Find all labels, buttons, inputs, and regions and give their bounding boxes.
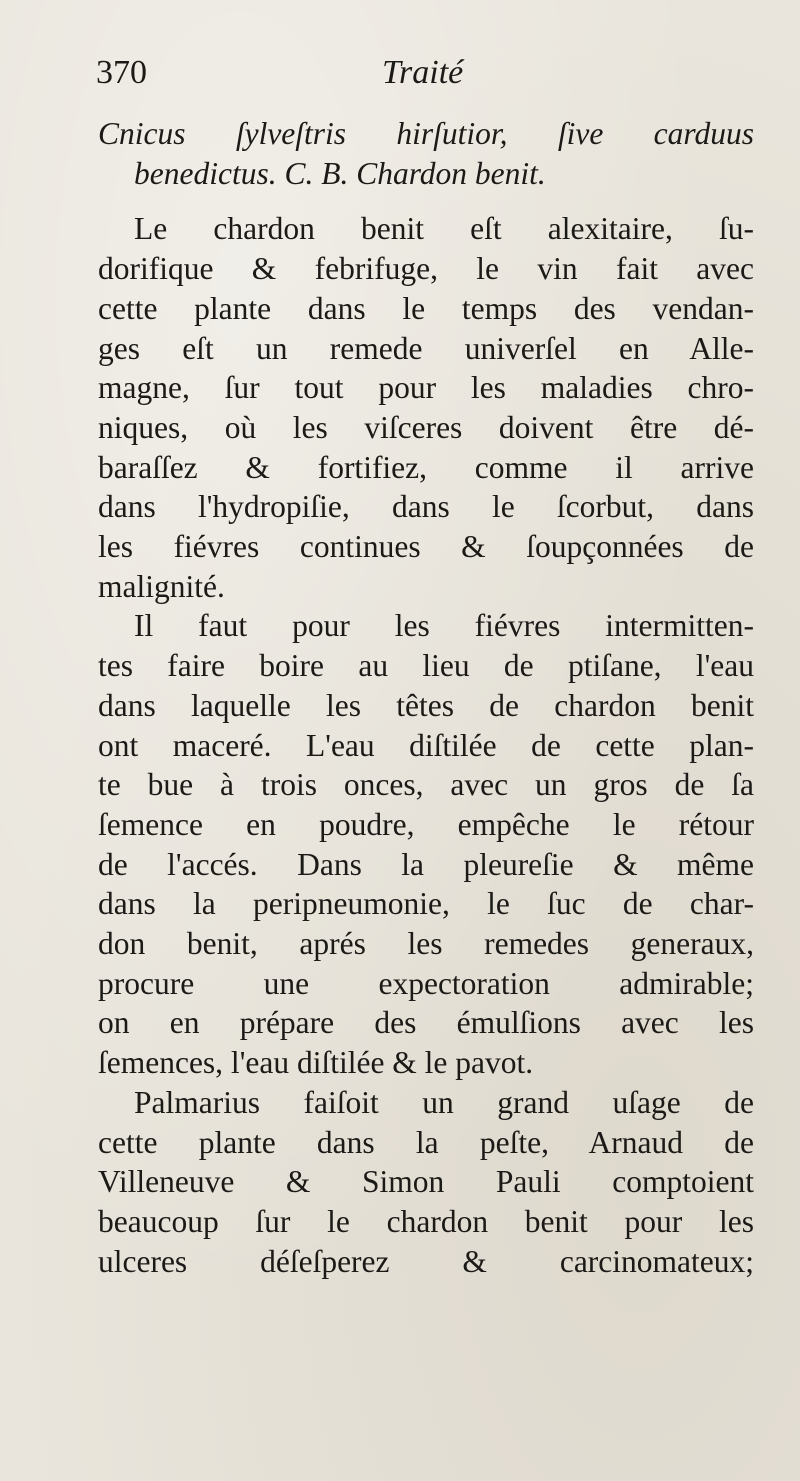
text-line: dans l'hydropiſie, dans le ſcorbut, dans [98, 489, 754, 525]
page-header [96, 50, 696, 100]
body-text [98, 114, 754, 1281]
text-line: baraſſez & fortifiez, comme il arrive [98, 449, 754, 485]
text-line: dans laquelle les têtes de chardon benit [98, 687, 754, 723]
text-line: Le chardon benit eſt alexitaire, ſu- [134, 211, 754, 247]
text-line: don benit, aprés les remedes generaux, [98, 926, 754, 962]
text-line: ont maceré. L'eau diſtilée de cette plan- [98, 727, 754, 763]
text-line: tes faire boire au lieu de ptiſane, l'eau [98, 648, 754, 684]
text-line: cette plante dans la peſte, Arnaud de [98, 1124, 754, 1160]
text-line: Villeneuve & Simon Pauli comptoient [98, 1164, 754, 1200]
text-line: Palmarius faiſoit un grand uſage de [134, 1084, 754, 1120]
text-line: procure une expectoration admirable; [98, 965, 754, 1001]
running-title: Traité [382, 54, 464, 91]
text-line: ſemence en poudre, empêche le rétour [98, 806, 754, 842]
page-number: 370 [96, 54, 147, 91]
text-line: les fiévres continues & ſoupçonnées de [98, 529, 754, 565]
text-line: Il faut pour les fiévres intermitten- [134, 608, 754, 644]
text-line: dorifique & febrifuge, le vin fait avec [98, 251, 754, 287]
text-line [98, 154, 754, 194]
text-line: ulceres déſeſperez & carcinomateux; [98, 1243, 754, 1279]
text-line: ſemences, l'eau diſtilée & le pavot. [98, 1045, 534, 1081]
text-line: beaucoup ſur le chardon benit pour les [98, 1203, 754, 1239]
text-line: Cnicus ſylveſtris hirſutior, ſive carduus [98, 116, 754, 151]
text-line: on en prépare des émulſions avec les [98, 1005, 754, 1041]
spacer [98, 193, 754, 209]
text-line: dans la peripneumonie, le ſuc de char- [98, 886, 754, 922]
text-line-italic: benedictus. C. B. Chardon benit. [134, 155, 546, 191]
text-line: de l'accés. Dans la pleureſie & même [98, 846, 754, 882]
text-line: magne, ſur tout pour les maladies chro- [98, 370, 754, 406]
text-line: niques, où les viſceres doivent être dé- [98, 409, 754, 445]
text-line: malignité. [98, 568, 225, 604]
text-line: ges eſt un remede univerſel en Alle- [98, 330, 754, 366]
text-line: cette plante dans le temps des vendan- [98, 290, 754, 326]
text-line: te bue à trois onces, avec un gros de ſa [98, 767, 754, 803]
